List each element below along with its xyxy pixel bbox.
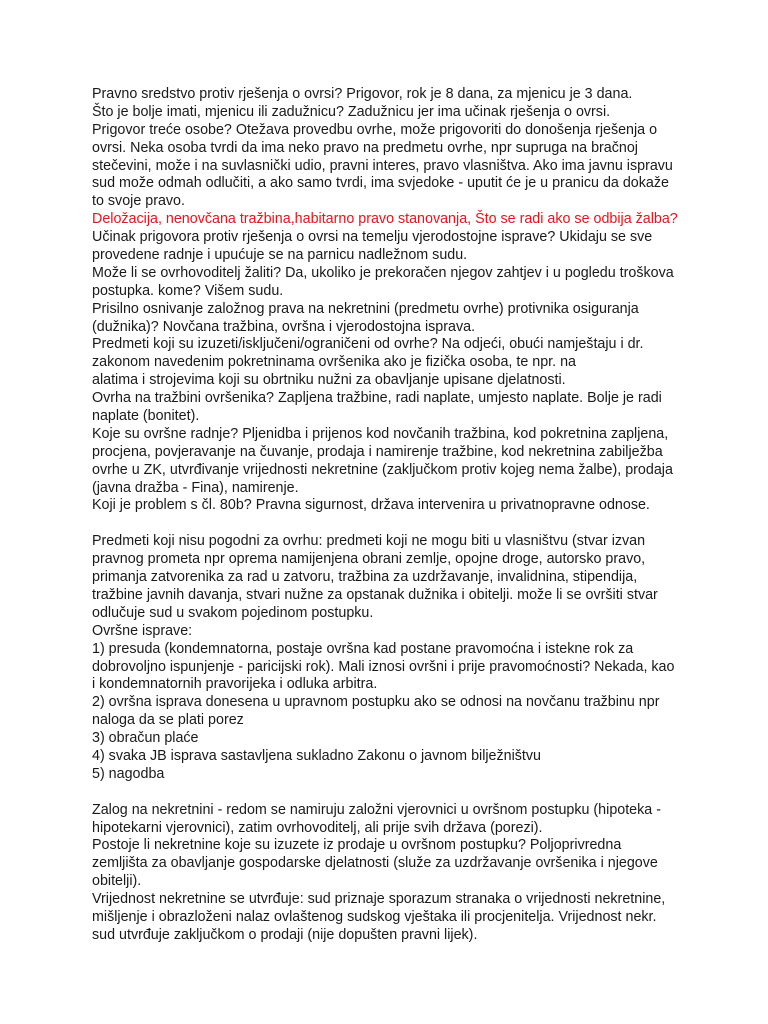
text-line: 3) obračun plaće [92, 730, 199, 747]
text-line: 1) presuda (kondemnatorna, postaje ovršna kad postane pravomoćna i istekne rok za [92, 640, 634, 657]
text-line: obitelji). [92, 873, 142, 890]
text-line: dobrovoljno ispunjenje - paricijski rok). Mali iznosi ovršni i prije pravomoćnosti? Nekada, kao [92, 658, 675, 675]
text-line: Zalog na nekretnini - redom se namiruju založni vjerovnici u ovršnom postupku (hipoteka - [92, 801, 661, 818]
text-line: 4) svaka JB isprava sastavljena sukladno Zakonu o javnom bilježništvu [92, 747, 541, 764]
text-line: Predmeti koji su izuzeti/isključeni/ograničeni od ovrhe? Na odjeći, obući namještaju i dr. [92, 336, 644, 353]
text-line: Vrijednost nekretnine se utvrđuje: sud priznaje sporazum stranaka o vrijednosti nekretnine, [92, 891, 666, 908]
text-line: alatima i strojevima koji su obrtniku nužni za obavljanje upisane djelatnosti. [92, 372, 566, 389]
text-line: postupka. kome? Višem sudu. [92, 282, 284, 299]
text-line: (javna dražba - Fina), namirenje. [92, 479, 299, 496]
text-line: sud može odmah odlučiti, a ako samo tvrdi, ima svjedoke - uputit će je u pranicu da dokaže [92, 175, 669, 192]
blank-line [92, 784, 692, 802]
text-line: mišljenje i obrazloženi nalaz ovlaštenog sudskog vještaka ili procjenitelja. Vrijednost nekr. [92, 908, 657, 925]
text-line: Pravno sredstvo protiv rješenja o ovrsi? Prigovor, rok je 8 dana, za mjenicu je 3 dana. [92, 86, 633, 102]
text-line: to svoje pravo. [92, 193, 185, 210]
text-line: hipotekarni vjerovnici), zatim ovrhovoditelj, ali prije svih država (porezi). [92, 819, 543, 836]
highlighted-text-line: Deložacija, nenovčana tražbina,habitarno pravo stanovanja, Što se radi ako se odbija žalba? [92, 211, 678, 228]
text-line: ovrsi. Neka osoba tvrdi da ima neko pravo na predmetu ovrhe, npr supruga na bračnoj [92, 139, 638, 156]
text-line: stečevini, može i na suvlasnički udio, pravni interes, pravo vlasništva. Ako ima javnu ispravu [92, 157, 673, 174]
text-line: ovrhe u ZK, utvrđivanje vrijednosti nekretnine (zaključkom protiv kojeg nema žalbe), prodaja [92, 461, 673, 478]
text-line: procjena, povjeravanje na čuvanje, prodaja i namirenje tražbine, kod nekretnina zabilježba [92, 443, 663, 460]
text-line: Ovršne isprave: [92, 622, 193, 639]
text-line: zakonom navedenim pokretninama ovršenika ako je fizička osoba, te npr. na [92, 354, 576, 371]
text-line: sud utvrđuje zaključkom o prodaji (nije dopušten pravni lijek). [92, 926, 478, 943]
document-body [92, 86, 692, 945]
text-line: 2) ovršna isprava donesena u upravnom postupku ako se odnosi na novčanu tražbinu npr [92, 694, 660, 711]
text-line: Koji je problem s čl. 80b? Pravna sigurnost, država intervenira u privatnopravne odnose. [92, 497, 650, 514]
text-line: naplate (bonitet). [92, 408, 200, 425]
text-line: primanja zatvorenika za rad u zatvoru, tražbina za uzdržavanje, invalidnina, stipendija, [92, 569, 638, 586]
text-line: Može li se ovrhovoditelj žaliti? Da, ukoliko je prekoračen njegov zahtjev i u pogledu troškova [92, 264, 674, 281]
text-line: Učinak prigovora protiv rješenja o ovrsi na temelju vjerodostojne isprave? Ukidaju se sve [92, 229, 653, 246]
text-line: Prigovor treće osobe? Otežava provedbu ovrhe, može prigovoriti do donošenja rješenja o [92, 121, 658, 138]
blank-line [92, 515, 692, 533]
text-line: Što je bolje imati, mjenicu ili zadužnicu? Zadužnicu jer ima učinak rješenja o ovrsi. [92, 103, 611, 120]
text-line: Postoje li nekretnine koje su izuzete iz prodaje u ovršnom postupku? Poljoprivredna [92, 837, 622, 854]
text-line: (dužnika)? Novčana tražbina, ovršna i vjerodostojna isprava. [92, 318, 476, 335]
text-line: Predmeti koji nisu pogodni za ovrhu: predmeti koji ne mogu biti u vlasništvu (stvar izvan [92, 533, 646, 550]
text-line: Ovrha na tražbini ovršenika? Zapljena tražbine, radi naplate, umjesto naplate. Bolje je radi [92, 390, 662, 407]
text-line: 5) nagodba [92, 765, 165, 782]
text-line: Koje su ovršne radnje? Pljenidba i prijenos kod novčanih tražbina, kod pokretnina zapljena, [92, 425, 669, 442]
text-line: provedene radnje i upućuje se na parnicu nadležnom sudu. [92, 247, 468, 264]
text-line: tražbine javnih davanja, stvari nužne za opstanak dužnika i obitelji. može li se ovršiti stvar [92, 586, 658, 603]
text-line: pravnog prometa npr oprema namijenjena obrani zemlje, opojne droge, autorsko pravo, [92, 551, 646, 568]
text-line: Prisilno osnivanje založnog prava na nekretnini (predmetu ovrhe) protivnika osiguranja [92, 300, 639, 317]
text-line: i kondemnatornih pravorijeka i odluka arbitra. [92, 676, 378, 693]
text-line: naloga da se plati porez [92, 712, 244, 729]
text-line: odlučuje sud u svakom pojedinom postupku. [92, 604, 374, 621]
text-line: zemljišta za obavljanje gospodarske djelatnosti (služe za uzdržavanje ovršenika i njegove [92, 855, 658, 872]
